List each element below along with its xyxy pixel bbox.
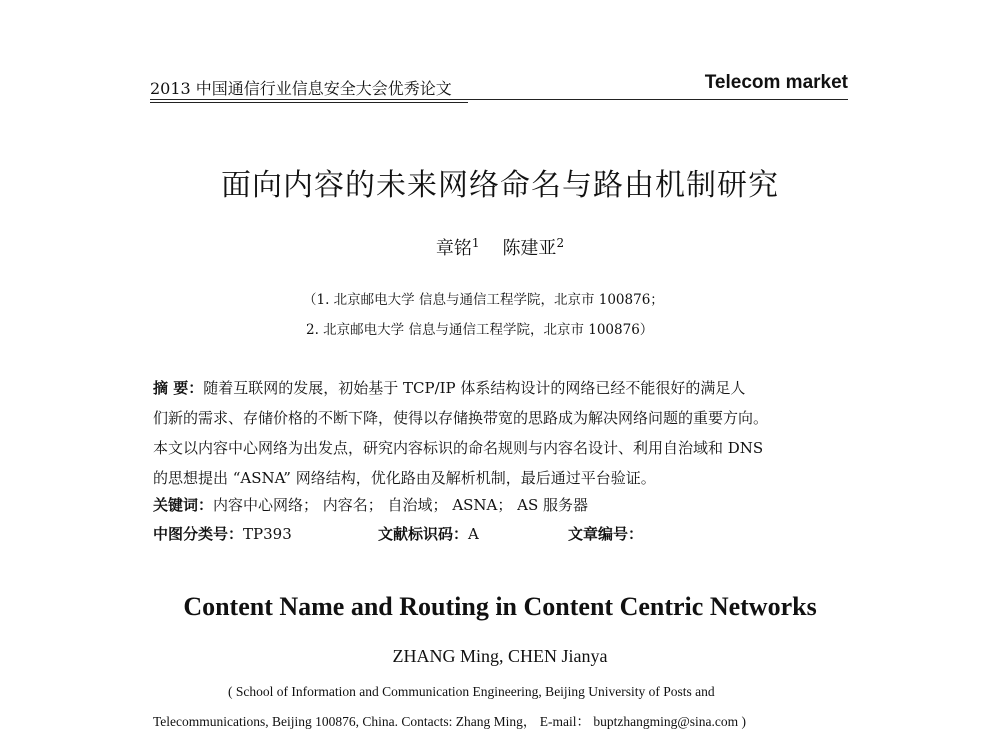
english-authors: ZHANG Ming, CHEN Jianya xyxy=(392,646,608,666)
abstract-line-1: 随着互联网的发展，初始基于 TCP/IP 体系结构设计的网络已经不能很好的满足人 xyxy=(203,379,746,397)
keywords-label: 关键词： xyxy=(153,496,214,514)
classification-row xyxy=(153,523,853,544)
class-number-label: 中图分类号： xyxy=(153,525,244,543)
author-1: 章铭 xyxy=(435,238,472,259)
header-divider xyxy=(150,99,848,100)
keywords xyxy=(153,494,588,515)
class-number-value: TP393 xyxy=(243,525,292,543)
chinese-affiliation-1: （1. 北京邮电大学 信息与通信工程学院，北京市 100876； xyxy=(303,292,664,308)
author-2: 陈建亚 xyxy=(502,238,557,259)
chinese-affiliation-2: 2. 北京邮电大学 信息与通信工程学院，北京市 100876） xyxy=(306,322,654,338)
header-divider-thin xyxy=(150,102,468,103)
english-affiliation-1: ( School of Information and Communication Engineering, Beijing University of Posts and xyxy=(228,684,715,699)
abstract-line-4: 的思想提出 “ASNA” 网络结构，优化路由及解析机制，最后通过平台验证。 xyxy=(153,469,656,487)
journal-header-left: 2013 中国通信行业信息安全大会优秀论文 xyxy=(150,79,452,98)
doc-code-label: 文献标识码： xyxy=(378,525,469,543)
article-number-label: 文章编号： xyxy=(568,525,644,543)
author-2-affiliation-mark: 2 xyxy=(556,236,565,250)
keywords-value: 内容中心网络； 内容名； 自治域； ASNA； AS 服务器 xyxy=(213,496,589,514)
author-1-affiliation-mark: 1 xyxy=(471,236,480,250)
english-affiliation-2: Telecommunications, Beijing 100876, China. Contacts: Zhang Ming， E-mail： buptzhangming@sina.com ) xyxy=(153,714,747,729)
chinese-authors xyxy=(0,234,1000,260)
abstract-label: 摘 要： xyxy=(153,379,204,397)
journal-header-right: Telecom market xyxy=(704,72,848,93)
abstract-line-2: 们新的需求、存储价格的不断下降，使得以存储换带宽的思路成为解决网络问题的重要方向。 xyxy=(153,409,769,427)
chinese-title: 面向内容的未来网络命名与路由机制研究 xyxy=(221,168,779,203)
english-title: Content Name and Routing in Content Centric Networks xyxy=(183,592,817,621)
chinese-abstract xyxy=(153,373,853,493)
abstract-line-3: 本文以内容中心网络为出发点，研究内容标识的命名规则与内容名设计、利用自治域和 DNS xyxy=(153,439,764,457)
doc-code-value: A xyxy=(468,525,479,543)
